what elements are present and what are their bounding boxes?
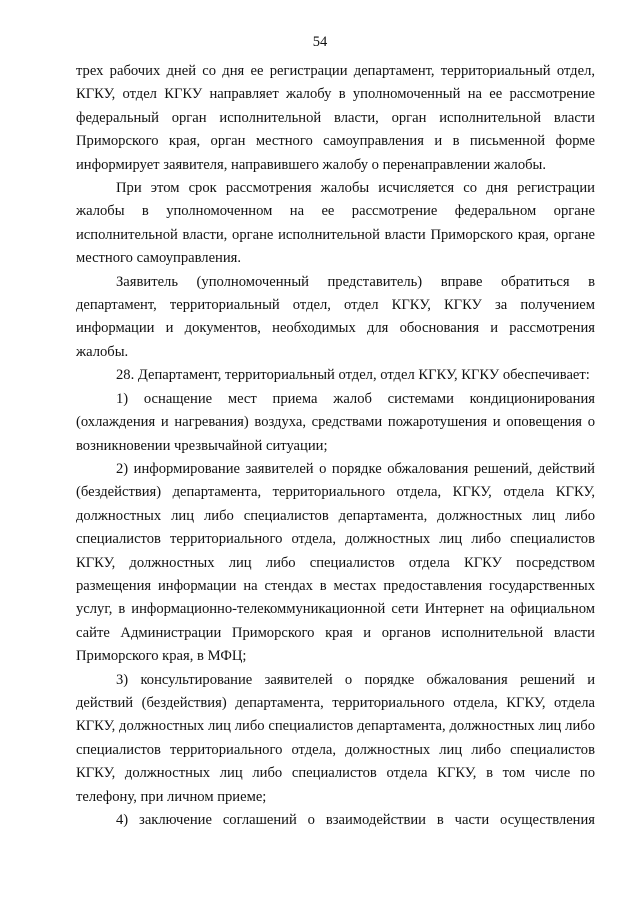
page-number: 54 bbox=[312, 34, 328, 50]
paragraph-continuation: трех рабочих дней со дня ее регистрации департамент, территориальный отдел, КГКУ, отдел КГКУ направляет жалобу в уполномоченный на ее рассмотрение федеральный орган исполнительной власти, орган исполнительной власти Приморского края, орган местного самоуправления и в письменной форме информирует заявителя, направившего жалобу о перенаправлении жалобы. bbox=[76, 63, 595, 173]
list-item-1: 1) оснащение мест приема жалоб системами кондиционирования (охлаждения и нагревания) воздуха, средствами пожаротушения и оповещения о возникновении чрезвычайной ситуации; bbox=[76, 390, 595, 454]
list-item-2: 2) информирование заявителей о порядке обжалования решений, действий (бездействия) департамента, территориального отдела, КГКУ, отдела КГКУ, должностных лиц либо специалистов департамента, должностных лиц либо специалистов территориального отдела, должностных лиц либо специалистов КГКУ, должностных лиц либо специалистов отдела КГКУ посредством размещения информации на стендах в местах предоставления государственных услуг, в информационно-телекоммуникационной сети Интернет на официальном сайте Администрации Приморского края и органов исполнительной власти Приморского края, в МФЦ; bbox=[76, 460, 595, 665]
paragraph-item-28: 28. Департамент, территориальный отдел, отдел КГКУ, КГКУ обеспечивает: bbox=[116, 367, 590, 384]
paragraph-review-period: При этом срок рассмотрения жалобы исчисляется со дня регистрации жалобы в уполномоченном на ее рассмотрение федеральном органе исполнительной власти, органе исполнительной власти Приморского края, органе местного самоуправления. bbox=[76, 180, 595, 267]
list-item-4: 4) заключение соглашений о взаимодействии в части осуществления bbox=[116, 812, 595, 828]
paragraph-applicant-right: Заявитель (уполномоченный представитель) вправе обратиться в департамент, территориальный отдел, отдел КГКУ, КГКУ за получением информации и документов, необходимых для обоснования и рассмотрения жалобы. bbox=[76, 273, 595, 360]
list-item-3: 3) консультирование заявителей о порядке обжалования решений и действий (бездействия) департамента, территориального отдела, КГКУ, отдела КГКУ, должностных лиц либо специалистов департамента, должностных лиц либо специалистов территориального отдела, должностных лиц либо специалистов КГКУ, должностных лиц либо специалистов отдела КГКУ, в том числе по телефону, при личном приеме; bbox=[76, 671, 595, 805]
document-body bbox=[76, 60, 595, 832]
